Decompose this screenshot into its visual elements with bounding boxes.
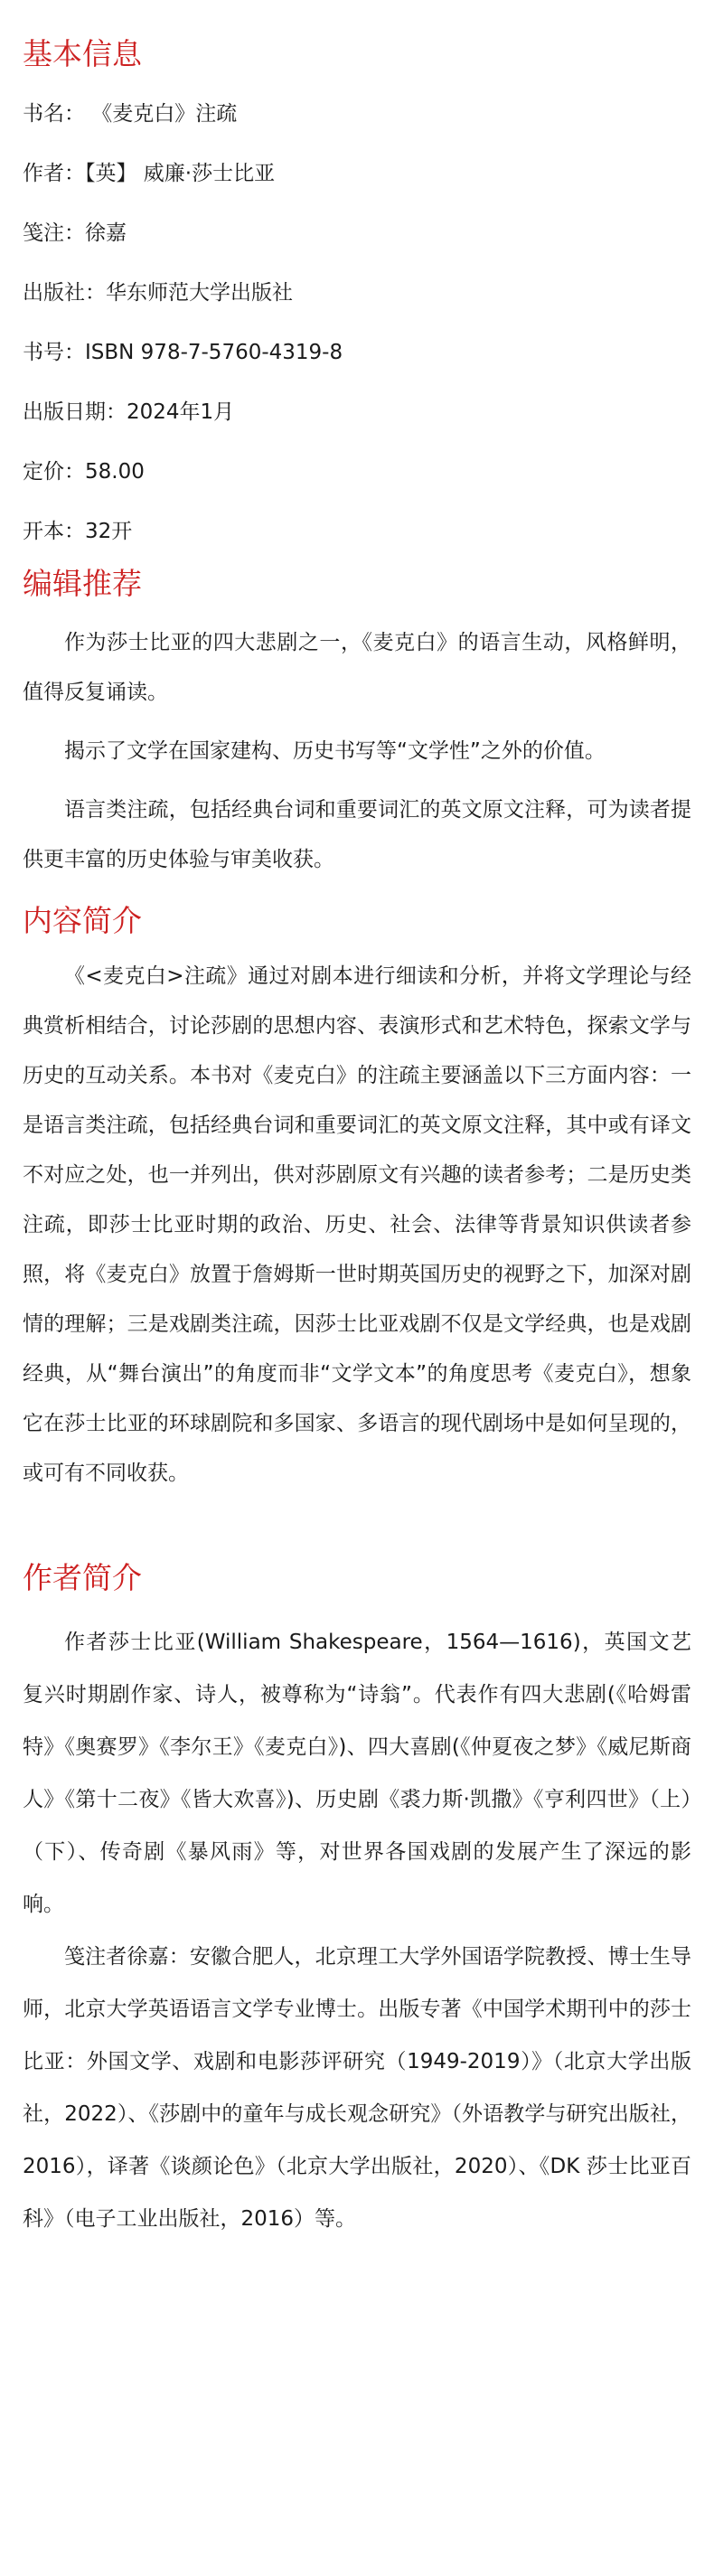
- info-format: 开本：32开: [23, 520, 133, 543]
- recommendation-paragraph: 作为莎士比亚的四大悲剧之一，《麦克白》的语言生动，风格鲜明，值得反复诵读。: [23, 631, 691, 704]
- author-bio-paragraph: 作者莎士比亚(William Shakespeare，1564—1616)，英国文艺复兴时期剧作家、诗人，被尊称为“诗翁”。代表作有四大悲剧(《哈姆雷特》《奥赛罗》《李尔王》《麦克白》)、四大喜剧(《仲夏夜之梦》《威尼斯商人》《第十二夜》《皆大欢喜》)、历史剧《裘力斯·凯撒》《亨利四世》（上）（下）、传奇剧《暴风雨》等，对世界各国戏剧的发展产生了深远的影响。: [23, 1631, 692, 1916]
- info-annotator: 笺注：徐嘉: [23, 221, 127, 245]
- info-author: 作者：【英】 威廉·莎士比亚: [23, 162, 276, 185]
- info-publish-date: 出版日期：2024年1月: [23, 400, 235, 424]
- recommendation-heading: 编辑推荐: [23, 566, 142, 601]
- recommendation-paragraph: 语言类注疏，包括经典台词和重要词汇的英文原文注释，可为读者提供更丰富的历史体验与审美收获。: [23, 798, 691, 871]
- author-heading: 作者简介: [23, 1560, 142, 1595]
- author-section: [23, 1558, 691, 2245]
- recommendation-section: [23, 564, 691, 885]
- summary-section: [23, 901, 691, 1499]
- info-isbn: 书号：ISBN 978-7-5760-4319-8: [23, 341, 343, 364]
- basic-info-heading: 基本信息: [23, 36, 142, 71]
- info-title: 书名： 《麦克白》注疏: [23, 102, 238, 126]
- info-price: 定价：58.00: [23, 460, 145, 484]
- basic-info-list: [23, 99, 691, 546]
- info-publisher: 出版社：华东师范大学出版社: [23, 281, 293, 305]
- summary-paragraph: 《<麦克白>注疏》通过对剧本进行细读和分析，并将文学理论与经典赏析相结合，讨论莎剧的思想内容、表演形式和艺术特色，探索文学与历史的互动关系。本书对《麦克白》的注疏主要涵盖以下三方面内容：一是语言类注疏，包括经典台词和重要词汇的英文原文注释，其中或有译文不对应之处，也一并列出，供对莎剧原文有兴趣的读者参考；二是历史类注疏，即莎士比亚时期的政治、历史、社会、法律等背景知识供读者参照，将《麦克白》放置于詹姆斯一世时期英国历史的视野之下，加深对剧情的理解；三是戏剧类注疏，因莎士比亚戏剧不仅是文学经典，也是戏剧经典，从“舞台演出”的角度而非“文学文本”的角度思考《麦克白》，想象它在莎士比亚的环球剧院和多国家、多语言的现代剧场中是如何呈现的，或可有不同收获。: [23, 964, 691, 1485]
- annotator-bio-paragraph: 笺注者徐嘉：安徽合肥人，北京理工大学外国语学院教授、博士生导师，北京大学英语语言文学专业博士。出版专著《中国学术期刊中的莎士比亚：外国文学、戏剧和电影莎评研究（1949-2019）》（北京大学出版社，2022）、《莎剧中的童年与成长观念研究》（外语教学与研究出版社，2016），译著《谈颜论色》（北京大学出版社，2020）、《DK 莎士比亚百科》（电子工业出版社，2016）等。: [23, 1945, 691, 2231]
- summary-heading: 内容简介: [23, 903, 142, 938]
- basic-info-section: [23, 34, 691, 546]
- recommendation-paragraph: 揭示了文学在国家建构、历史书写等“文学性”之外的价值。: [64, 739, 606, 763]
